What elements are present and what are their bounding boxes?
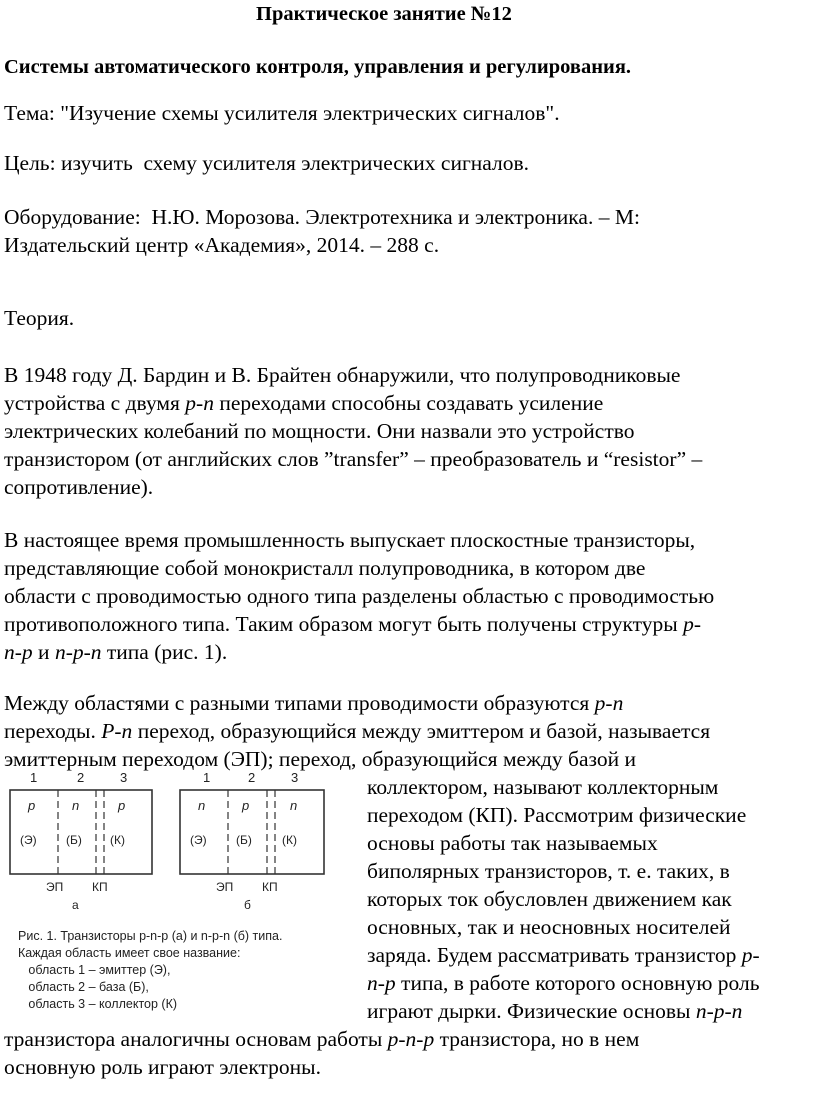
paragraph-2-line-5 — [4, 642, 227, 664]
figure-caption — [18, 929, 282, 1011]
italic-term: n-p — [4, 640, 33, 664]
paragraph-2-line-4 — [4, 614, 701, 636]
italic-term: p- — [741, 943, 760, 967]
text-run: играют дырки. Физические основы — [367, 999, 696, 1023]
region-name: (Б) — [236, 833, 252, 847]
conductivity-type: p — [242, 798, 250, 813]
junction-label: КП — [262, 880, 278, 894]
conductivity-type: n — [198, 798, 206, 813]
text-run: переход, образующийся между эмиттером и базой, называется — [132, 719, 711, 743]
text-run: заряда. Будем рассматривать транзистор — [367, 943, 742, 967]
paragraph-3-right-1: коллектором, называют коллекторным — [367, 775, 719, 799]
italic-term: n-p-n — [695, 999, 743, 1023]
diagram-b — [180, 770, 324, 912]
caption-line: Каждая область имеет свое название: — [18, 946, 241, 960]
paragraph-1-line-3: электрических колебаний по мощности. Они назвали это устройство — [4, 419, 635, 443]
diagram-a — [10, 770, 152, 912]
region-number: 1 — [30, 770, 38, 785]
region-number: 3 — [120, 770, 128, 785]
paragraph-1-line-4: транзистором (от английских слов ”transfer” – преобразователь и “resistor” – — [4, 447, 703, 471]
paragraph-1-line-1: В 1948 году Д. Бардин и В. Брайтен обнаружили, что полупроводниковые — [4, 363, 681, 387]
paragraph-1-line-2 — [4, 393, 603, 415]
region-name: (Б) — [66, 833, 82, 847]
paragraph-3-line-2 — [4, 721, 710, 743]
junction-label: ЭП — [46, 880, 64, 894]
text-run: переходы. — [4, 719, 102, 743]
italic-term: p-n — [594, 691, 624, 715]
paragraph-3-right-2: переходом (КП). Рассмотрим физические — [367, 803, 747, 827]
text-run: транзистора аналогичны основам работы — [4, 1027, 388, 1051]
conductivity-type: p — [118, 798, 126, 813]
paragraph-2-line-2: представляющие собой монокристалл полупроводника, в котором две — [4, 556, 646, 580]
junction-label: КП — [92, 880, 108, 894]
caption-line: область 1 – эмиттер (Э), — [18, 963, 171, 977]
italic-term: p-n-p — [387, 1027, 435, 1051]
paragraph-3-line-3: эмиттерным переходом (ЭП); переход, образующийся между базой и — [4, 747, 637, 771]
text-run: Между областями с разными типами проводимости образуются — [4, 691, 595, 715]
caption-line: область 3 – коллектор (К) — [18, 997, 178, 1011]
paragraph-2-line-1: В настоящее время промышленность выпускает плоскостные транзисторы, — [4, 528, 696, 552]
paragraph-3-right-8 — [367, 973, 760, 995]
region-number: 2 — [248, 770, 256, 785]
equipment-line-2: Издательский центр «Академия», 2014. – 288 с. — [4, 233, 440, 257]
text-run: устройства с двумя — [4, 391, 186, 415]
paragraph-3-right-7 — [367, 945, 760, 967]
paragraph-2-line-3: области с проводимостью одного типа разделены областью с проводимостью — [4, 584, 715, 608]
paragraph-3-right-3: основы работы так называемых — [367, 831, 658, 855]
theory-heading: Теория. — [4, 306, 75, 330]
text-run: и — [32, 640, 55, 664]
topic-line: Тема: "Изучение схемы усилителя электрических сигналов". — [4, 101, 560, 125]
paragraph-3-line-1 — [4, 693, 623, 715]
italic-term: P-n — [101, 719, 133, 743]
region-name: (К) — [282, 833, 297, 847]
paragraph-3-right-4: биполярных транзисторов, т. е. таких, в — [367, 859, 730, 883]
text-run: типа, в работе которого основную роль — [395, 971, 760, 995]
paragraph-3-right-9 — [367, 1001, 742, 1023]
paragraph-3-right-5: которых ток обусловлен движением как — [367, 887, 732, 911]
text-run: переходами способны создавать усиление — [213, 391, 604, 415]
region-name: (Э) — [190, 833, 207, 847]
text-run: типа (рис. 1). — [101, 640, 228, 664]
section-title: Системы автоматического контроля, управления и регулирования. — [4, 56, 632, 78]
text-run: транзистора, но в нем — [434, 1027, 640, 1051]
italic-term: p-n — [185, 391, 214, 415]
equipment-line-1: Оборудование: Н.Ю. Морозова. Электротехника и электроника. – М: — [4, 205, 640, 229]
italic-term: p- — [683, 612, 701, 636]
diagram-label: б — [244, 898, 251, 912]
paragraph-1-line-5: сопротивление). — [4, 475, 154, 499]
goal-line: Цель: изучить схему усилителя электрических сигналов. — [4, 151, 530, 175]
caption-line: область 2 – база (Б), — [18, 980, 149, 994]
paragraph-3-line-11: основную роль играют электроны. — [4, 1055, 321, 1079]
region-number: 2 — [77, 770, 85, 785]
conductivity-type: n — [72, 798, 80, 813]
italic-term: n-p — [367, 971, 396, 995]
italic-term: n-p-n — [54, 640, 102, 664]
conductivity-type: n — [290, 798, 298, 813]
text-run: противоположного типа. Таким образом могут быть получены структуры — [4, 612, 684, 636]
region-number: 1 — [203, 770, 211, 785]
region-number: 3 — [291, 770, 299, 785]
diagram-label: а — [72, 898, 79, 912]
paragraph-3-right-6: основных, так и неосновных носителей — [367, 915, 731, 939]
region-name: (К) — [110, 833, 125, 847]
page-title: Практическое занятие №12 — [256, 3, 512, 25]
conductivity-type: p — [28, 798, 36, 813]
caption-line: Рис. 1. Транзисторы p-n-p (а) и n-p-n (б) типа. — [18, 929, 283, 943]
region-name: (Э) — [20, 833, 37, 847]
paragraph-3-line-10 — [4, 1029, 639, 1051]
transistor-figure — [6, 768, 351, 1013]
junction-label: ЭП — [216, 880, 234, 894]
